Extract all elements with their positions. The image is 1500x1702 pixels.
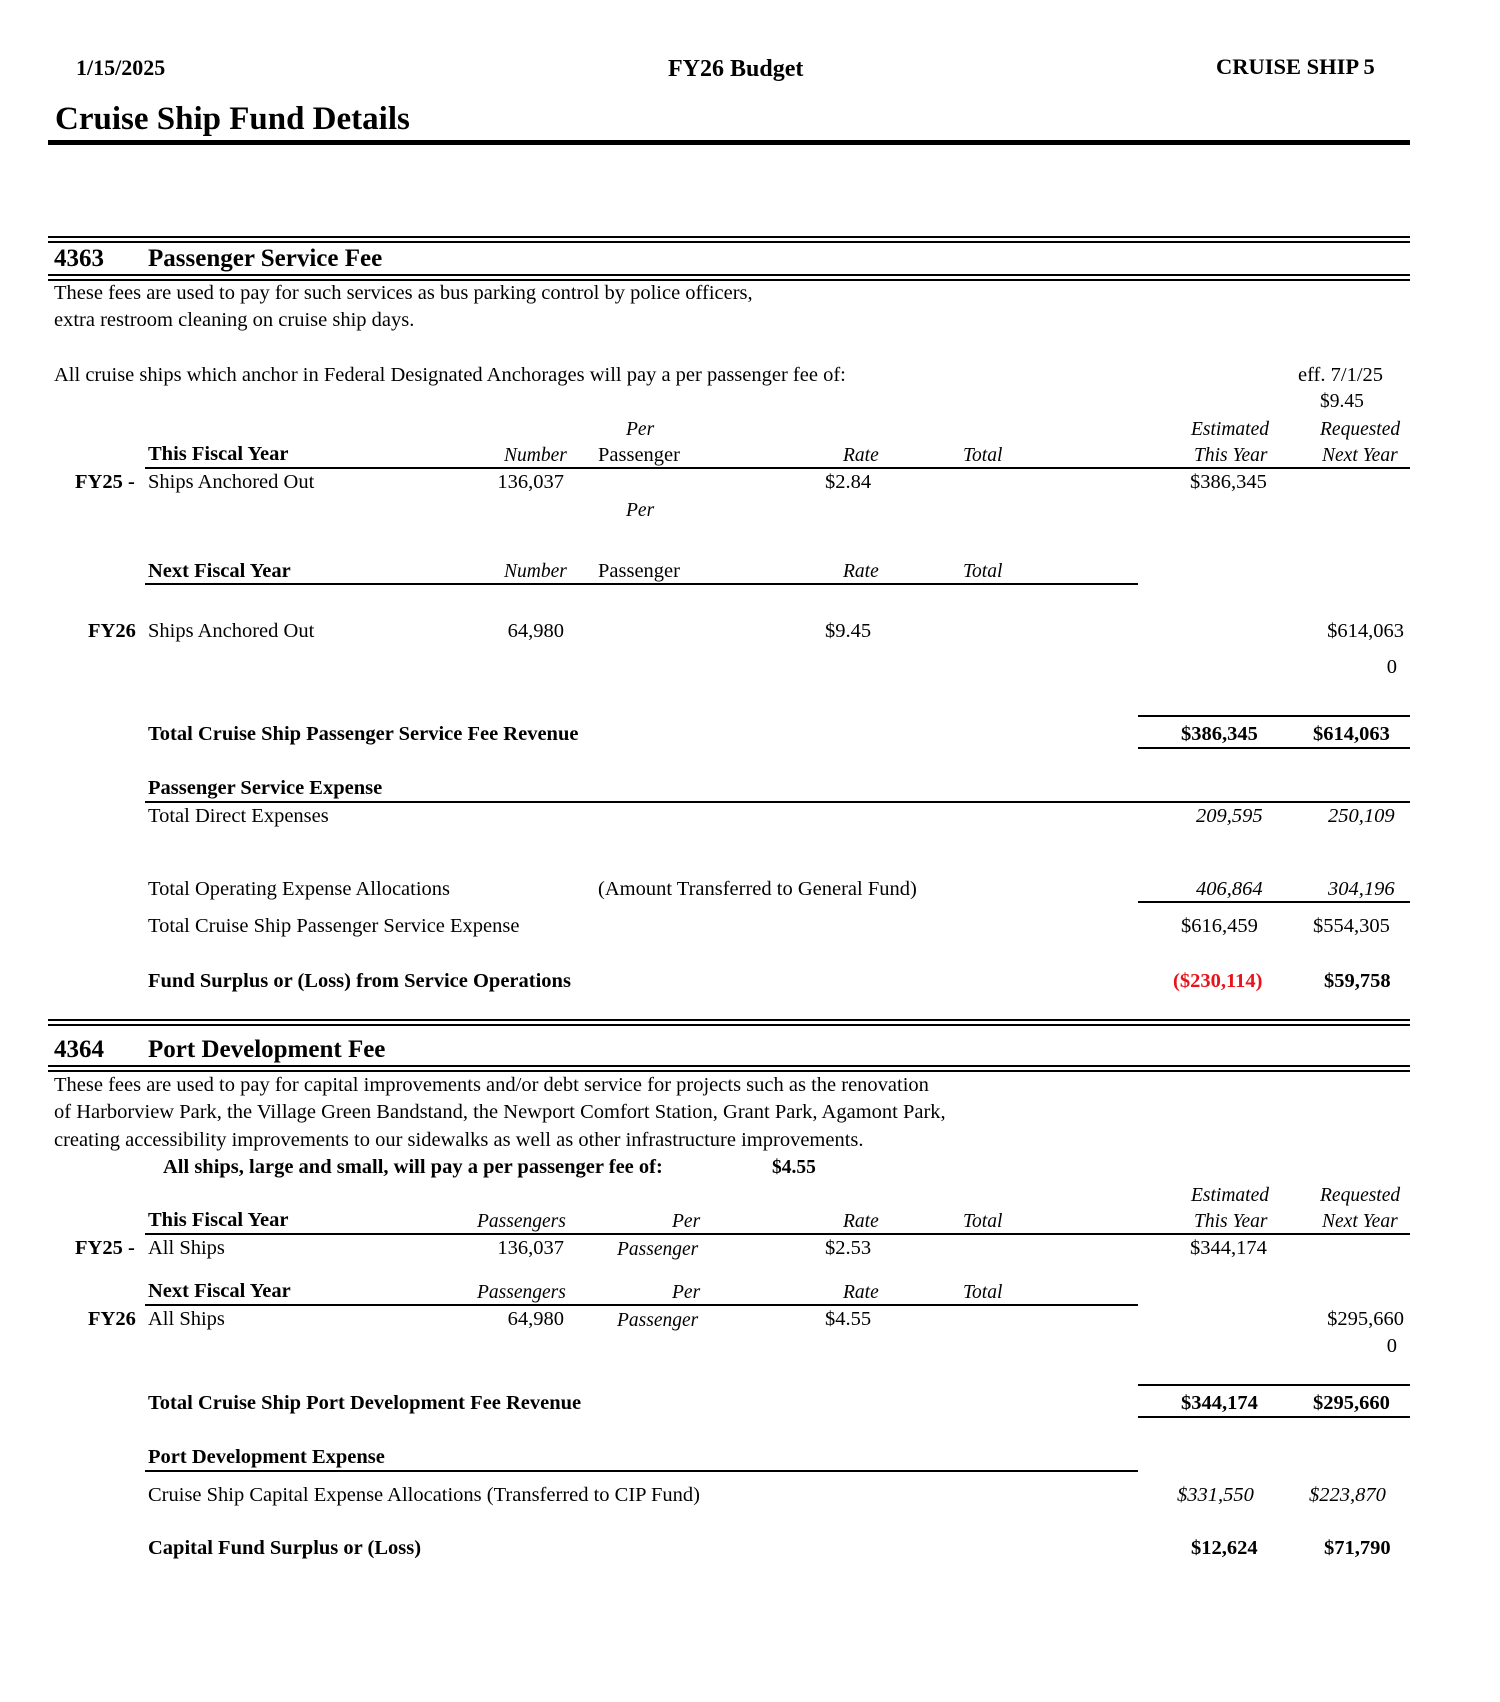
total-expense-this-year: $616,459 — [1181, 915, 1258, 937]
section-rule-top-2 — [48, 1024, 1410, 1026]
direct-expenses-next-year: 250,109 — [1328, 805, 1395, 827]
per-value: Passenger — [617, 1310, 699, 1331]
revenue-rule — [1138, 715, 1410, 717]
expense-rule — [145, 801, 1410, 803]
section-title: Port Development Fee — [148, 1036, 386, 1063]
col-header-estimated: Estimated — [1191, 1185, 1269, 1206]
section-rule-top — [48, 1019, 1410, 1021]
col-header-requested: Requested — [1320, 419, 1401, 440]
section-code: 4363 — [54, 245, 104, 272]
row-prefix: FY25 - — [75, 1237, 135, 1259]
col-header-this-year: This Year — [1194, 1211, 1268, 1232]
capital-surplus-label: Capital Fund Surplus or (Loss) — [148, 1537, 422, 1559]
col-header-total: Total — [963, 1211, 1003, 1232]
header-rule — [145, 467, 1410, 469]
col-header-number: Number — [504, 445, 567, 466]
row-label: All Ships — [148, 1308, 225, 1330]
col-header-per: Per — [626, 419, 655, 440]
section-rule-top — [48, 236, 1410, 238]
revenue-this-year: $386,345 — [1181, 723, 1258, 745]
number-value: 136,037 — [497, 471, 564, 493]
col-header-estimated: Estimated — [1191, 419, 1269, 440]
section-description: creating accessibility improvements to our sidewalks as well as other infrastructure improvements. — [54, 1129, 864, 1151]
extra-value: 0 — [1386, 656, 1397, 678]
col-header-rate: Rate — [843, 1282, 879, 1303]
title-rule — [48, 140, 1410, 145]
revenue-next-year: $295,660 — [1313, 1392, 1390, 1414]
estimated-value: $344,174 — [1190, 1237, 1267, 1259]
this-fiscal-year-heading: This Fiscal Year — [148, 1209, 289, 1231]
revenue-label: Total Cruise Ship Passenger Service Fee Revenue — [148, 723, 579, 745]
col-header-per: Per — [626, 500, 655, 521]
col-header-this-year: This Year — [1194, 445, 1268, 466]
rate-value: $2.53 — [825, 1237, 872, 1259]
revenue-label: Total Cruise Ship Port Development Fee Revenue — [148, 1392, 582, 1414]
row-prefix: FY25 - — [75, 471, 135, 493]
section-description: extra restroom cleaning on cruise ship days. — [54, 309, 415, 331]
rate-value: $2.84 — [825, 471, 872, 493]
col-header-rate: Rate — [843, 561, 879, 582]
capital-surplus-this-year: $12,624 — [1191, 1537, 1258, 1559]
section-rule-bottom — [48, 274, 1410, 276]
passengers-value: 136,037 — [497, 1237, 564, 1259]
page-id: CRUISE SHIP 5 — [1216, 54, 1375, 79]
row-label: Ships Anchored Out — [148, 471, 315, 493]
requested-value: $295,660 — [1327, 1308, 1404, 1330]
row-prefix: FY26 — [88, 620, 136, 642]
col-header-total: Total — [963, 445, 1003, 466]
total-expense-next-year: $554,305 — [1313, 915, 1390, 937]
extra-value: 0 — [1386, 1335, 1397, 1357]
section-code: 4364 — [54, 1036, 104, 1063]
surplus-next-year: $59,758 — [1324, 970, 1391, 992]
section-rule-top-2 — [48, 241, 1410, 243]
section-title: Passenger Service Fee — [148, 245, 383, 272]
page-title: Cruise Ship Fund Details — [55, 101, 410, 137]
col-header-next-year: Next Year — [1322, 1211, 1398, 1232]
allocations-label: Total Operating Expense Allocations — [148, 878, 451, 900]
revenue-rule-bottom — [1138, 747, 1410, 749]
row-prefix: FY26 — [88, 1308, 136, 1330]
section-rule-bottom-2 — [48, 279, 1410, 281]
revenue-rule — [1138, 1384, 1410, 1386]
effective-rate: $9.45 — [1320, 391, 1364, 412]
rate-value: $9.45 — [825, 620, 872, 642]
col-header-requested: Requested — [1320, 1185, 1401, 1206]
col-header-rate: Rate — [843, 1211, 879, 1232]
header-rule — [145, 1304, 1138, 1306]
section-description: These fees are used to pay for capital improvements and/or debt service for projects such as the renovation — [54, 1074, 929, 1096]
surplus-this-year: ($230,114) — [1173, 970, 1263, 992]
row-label: Ships Anchored Out — [148, 620, 315, 642]
col-header-total: Total — [963, 1282, 1003, 1303]
requested-value: $614,063 — [1327, 620, 1404, 642]
next-fiscal-year-heading: Next Fiscal Year — [148, 1280, 291, 1302]
row-label: All Ships — [148, 1237, 225, 1259]
capital-surplus-next-year: $71,790 — [1324, 1537, 1391, 1559]
direct-expenses-label: Total Direct Expenses — [148, 805, 329, 827]
header-rule — [145, 583, 1138, 585]
col-header-passenger: Passenger — [598, 444, 680, 466]
budget-label: FY26 Budget — [668, 56, 804, 82]
revenue-next-year: $614,063 — [1313, 723, 1390, 745]
expense-heading: Passenger Service Expense — [148, 777, 383, 799]
section-description: These fees are used to pay for such services as bus parking control by police officers, — [54, 282, 753, 304]
section-description: of Harborview Park, the Village Green Bandstand, the Newport Comfort Station, Grant Park, Agamont Park, — [54, 1101, 946, 1123]
revenue-rule-bottom — [1138, 1416, 1410, 1418]
section-rule-bottom — [48, 1065, 1410, 1067]
col-header-per: Per — [672, 1211, 701, 1232]
passengers-value: 64,980 — [507, 1308, 564, 1330]
capital-allocations-next-year: $223,870 — [1309, 1484, 1386, 1506]
per-value: Passenger — [617, 1239, 699, 1260]
header-rule — [145, 1233, 1410, 1235]
expense-rule — [145, 1470, 1138, 1472]
surplus-label: Fund Surplus or (Loss) from Service Operations — [148, 970, 571, 992]
direct-expenses-this-year: 209,595 — [1196, 805, 1263, 827]
col-header-number: Number — [504, 561, 567, 582]
allocations-rule — [1138, 901, 1410, 903]
allocations-this-year: 406,864 — [1196, 878, 1263, 900]
col-header-total: Total — [963, 561, 1003, 582]
section-rule-bottom-2 — [48, 1070, 1410, 1072]
rate-value: $4.55 — [825, 1308, 872, 1330]
expense-heading: Port Development Expense — [148, 1446, 385, 1468]
estimated-value: $386,345 — [1190, 471, 1267, 493]
col-header-rate: Rate — [843, 445, 879, 466]
allocations-next-year: 304,196 — [1328, 878, 1395, 900]
allocations-note: (Amount Transferred to General Fund) — [598, 878, 917, 900]
col-header-passengers: Passengers — [477, 1211, 566, 1232]
fee-rate: $4.55 — [772, 1157, 816, 1178]
col-header-next-year: Next Year — [1322, 445, 1398, 466]
col-header-passenger: Passenger — [598, 560, 680, 582]
number-value: 64,980 — [507, 620, 564, 642]
capital-allocations-this-year: $331,550 — [1177, 1484, 1254, 1506]
capital-allocations-label: Cruise Ship Capital Expense Allocations (Transferred to CIP Fund) — [148, 1484, 700, 1506]
col-header-per: Per — [672, 1282, 701, 1303]
this-fiscal-year-heading: This Fiscal Year — [148, 443, 289, 465]
next-fiscal-year-heading: Next Fiscal Year — [148, 560, 291, 582]
revenue-this-year: $344,174 — [1181, 1392, 1258, 1414]
effective-date: eff. 7/1/25 — [1298, 364, 1384, 386]
report-date: 1/15/2025 — [76, 55, 166, 80]
total-expense-label: Total Cruise Ship Passenger Service Expense — [148, 915, 520, 937]
col-header-passengers: Passengers — [477, 1282, 566, 1303]
fee-statement: All ships, large and small, will pay a per passenger fee of: — [163, 1156, 663, 1178]
fee-statement: All cruise ships which anchor in Federal Designated Anchorages will pay a per passenger fee of: — [54, 364, 846, 386]
